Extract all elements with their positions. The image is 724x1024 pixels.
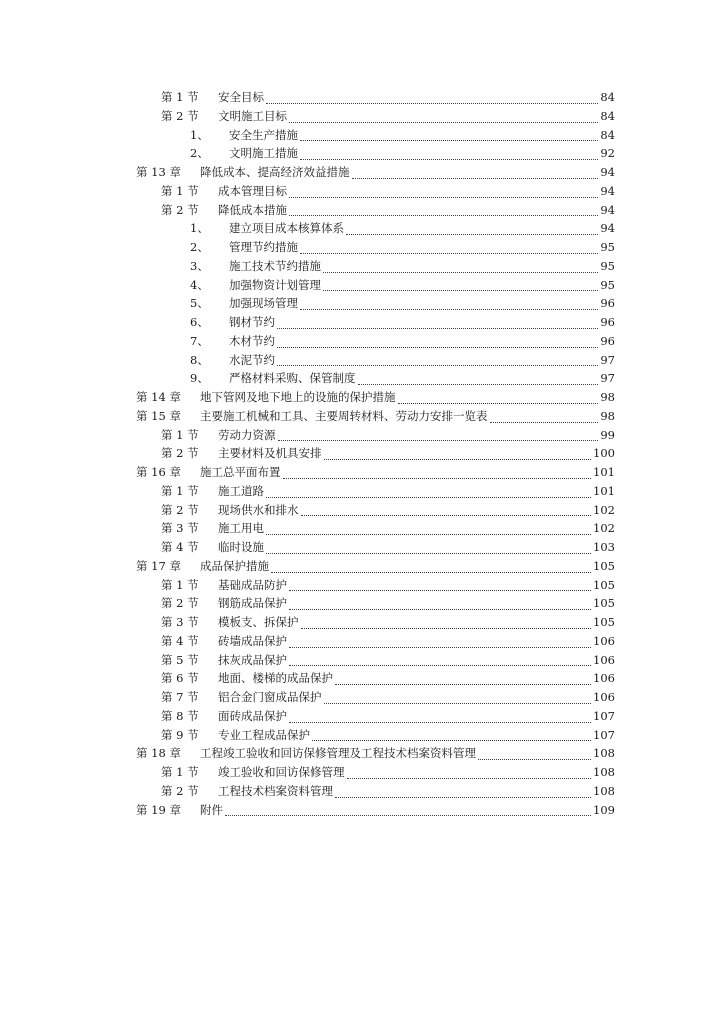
toc-page-number: 98 (599, 388, 615, 407)
toc-page-number: 102 (592, 519, 615, 538)
toc-entry-number: 第 6 节 (161, 671, 199, 686)
toc-page-number: 92 (599, 144, 615, 163)
toc-entry-number: 第 2 节 (161, 446, 199, 461)
toc-dot-leader (271, 553, 591, 573)
toc-entry-number: 第 17 章 (136, 558, 181, 573)
toc-page-number: 106 (592, 688, 615, 707)
toc-entry-title (218, 576, 288, 595)
toc-section-row[interactable] (0, 726, 724, 745)
toc-entry-title-text: 工程竣工验收和回访保修管理及工程技术档案资料管理 (200, 746, 476, 761)
toc-entry-title (229, 369, 357, 388)
toc-page-number: 84 (599, 107, 615, 126)
toc-dot-leader (300, 122, 598, 142)
toc-entry-title-text: 管理节约措施 (229, 240, 298, 254)
toc-dot-leader (324, 440, 592, 460)
toc-entry-title-text: 文明施工措施 (229, 146, 298, 161)
toc-entry-title (218, 482, 265, 501)
toc-entry-title (218, 613, 300, 632)
toc-dot-leader (277, 309, 598, 329)
toc-page-number: 95 (599, 257, 615, 276)
toc-entry-number: 第 1 节 (161, 577, 199, 592)
toc-dot-leader (266, 84, 598, 104)
toc-dot-leader (335, 778, 591, 798)
table-of-contents (0, 88, 724, 819)
toc-page-number: 94 (599, 219, 615, 238)
toc-dot-leader (289, 103, 598, 123)
toc-dot-leader (335, 665, 591, 685)
toc-page-number: 101 (592, 482, 615, 501)
toc-page-number: 97 (599, 351, 615, 370)
toc-entry-title-text: 劳动力资源 (218, 427, 276, 442)
toc-entry-title-text: 钢筋成品保护 (218, 596, 287, 611)
toc-dot-leader (289, 572, 591, 592)
toc-page-number: 105 (592, 594, 615, 613)
toc-dot-leader (289, 703, 591, 723)
toc-entry-title-text: 文明施工目标 (218, 108, 287, 123)
toc-entry-title-text: 钢材节约 (229, 315, 275, 329)
toc-entry-number: 第 3 节 (161, 521, 199, 536)
toc-dot-leader (323, 272, 598, 292)
toc-page-number: 101 (592, 463, 615, 482)
toc-entry-number: 5、 (190, 296, 209, 311)
toc-page-number: 97 (599, 369, 615, 388)
toc-page-number: 99 (599, 426, 615, 445)
toc-entry-title (218, 107, 288, 126)
toc-page-number: 94 (599, 201, 615, 220)
toc-entry-number: 第 2 节 (161, 596, 199, 611)
toc-entry-title-text: 严格材料采购、保管制度 (229, 371, 356, 386)
toc-entry-number: 第 1 节 (161, 483, 199, 498)
toc-entry-title-text: 水泥节约 (229, 352, 275, 367)
toc-dot-leader (490, 403, 599, 423)
toc-page-number: 106 (592, 669, 615, 688)
toc-dot-leader (478, 740, 591, 760)
toc-entry-title-text: 模板支、拆保护 (218, 615, 299, 629)
toc-dot-leader (277, 328, 598, 348)
toc-page-number: 94 (599, 182, 615, 201)
toc-dot-leader (266, 478, 591, 498)
toc-dot-leader (301, 609, 592, 629)
toc-page-number: 100 (592, 444, 615, 463)
toc-entry-number: 第 2 节 (161, 783, 199, 798)
toc-dot-leader (300, 234, 598, 254)
toc-page-number: 84 (599, 88, 615, 107)
toc-entry-title (218, 519, 265, 538)
toc-entry-title (229, 351, 276, 370)
toc-entry-title (200, 388, 397, 407)
toc-page-number: 96 (599, 294, 615, 313)
toc-entry-number: 第 2 节 (161, 108, 199, 123)
toc-dot-leader (324, 684, 592, 704)
toc-page-number: 108 (592, 763, 615, 782)
toc-page-number: 96 (599, 332, 615, 351)
toc-entry-number: 第 14 章 (136, 390, 181, 404)
toc-entry-number: 6、 (190, 315, 209, 329)
toc-dot-leader (323, 253, 598, 273)
toc-page-number: 109 (592, 801, 615, 820)
toc-entry-title (229, 257, 322, 276)
toc-entry-title (218, 538, 265, 557)
toc-dot-leader (352, 159, 599, 179)
toc-entry-title-text: 竣工验收和回访保修管理 (218, 765, 345, 779)
toc-entry-title-text: 施工道路 (218, 483, 264, 498)
toc-entry-title (218, 594, 288, 613)
toc-entry-number: 第 5 节 (161, 652, 199, 667)
toc-entry-title-text: 施工总平面布置 (200, 465, 281, 479)
toc-entry-title-text: 附件 (200, 802, 223, 817)
toc-entry-number: 第 1 节 (161, 183, 199, 198)
toc-entry-title-text: 主要施工机械和工具、主要周转材料、劳动力安排一览表 (200, 408, 488, 423)
toc-entry-number: 第 2 节 (161, 202, 199, 217)
toc-item-row[interactable] (0, 369, 724, 388)
toc-page-number: 102 (592, 501, 615, 520)
toc-entry-title-text: 建立项目成本核算体系 (229, 221, 344, 236)
toc-page-number: 108 (592, 782, 615, 801)
toc-page-number: 95 (599, 238, 615, 257)
toc-page-number: 95 (599, 276, 615, 295)
toc-dot-leader (300, 140, 598, 160)
toc-dot-leader (301, 497, 592, 517)
toc-entry-title-text: 安全生产措施 (229, 127, 298, 142)
toc-entry-title (218, 182, 288, 201)
toc-entry-title (218, 632, 288, 651)
toc-entry-title-text: 施工用电 (218, 521, 264, 536)
toc-entry-title (218, 669, 334, 688)
toc-page-number: 106 (592, 632, 615, 651)
toc-dot-leader (289, 197, 598, 217)
toc-entry-number: 第 13 章 (136, 165, 181, 179)
toc-entry-title-text: 加强现场管理 (229, 296, 298, 311)
toc-entry-title-text: 木材节约 (229, 333, 275, 348)
toc-page-number: 105 (592, 576, 615, 595)
toc-dot-leader (398, 384, 599, 404)
toc-entry-title-text: 临时设施 (218, 540, 264, 554)
toc-entry-number: 第 3 节 (161, 615, 199, 629)
toc-entry-title-text: 抹灰成品保护 (218, 652, 287, 667)
toc-entry-number: 第 15 章 (136, 408, 181, 423)
toc-entry-title-text: 成本管理目标 (218, 183, 287, 198)
toc-dot-leader (289, 628, 591, 648)
toc-dot-leader (289, 178, 598, 198)
toc-entry-title-text: 现场供水和排水 (218, 502, 299, 517)
toc-entry-number: 2、 (190, 240, 209, 254)
toc-entry-number: 3、 (190, 258, 209, 273)
toc-entry-title (218, 763, 346, 782)
toc-entry-title (218, 726, 311, 745)
toc-entry-title-text: 基础成品防护 (218, 577, 287, 592)
toc-entry-title (229, 144, 299, 163)
toc-page-number: 98 (599, 407, 615, 426)
toc-dot-leader (277, 347, 598, 367)
toc-entry-title (229, 332, 276, 351)
toc-page-number: 108 (592, 744, 615, 763)
toc-dot-leader (266, 515, 591, 535)
toc-entry-number: 第 19 章 (136, 802, 181, 817)
toc-entry-number: 第 4 节 (161, 540, 199, 554)
toc-entry-number: 第 1 节 (161, 765, 199, 779)
toc-entry-title (218, 201, 288, 220)
toc-page-number: 84 (599, 126, 615, 145)
toc-entry-number: 第 18 章 (136, 746, 181, 761)
toc-entry-title (229, 238, 299, 257)
toc-entry-number: 第 8 节 (161, 708, 199, 723)
toc-dot-leader (266, 534, 591, 554)
toc-entry-number: 第 9 节 (161, 727, 199, 742)
toc-entry-number: 第 4 节 (161, 633, 199, 648)
toc-entry-title-text: 安全目标 (218, 90, 264, 104)
toc-entry-title-text: 施工技术节约措施 (229, 258, 321, 273)
toc-entry-title (229, 126, 299, 145)
toc-entry-number: 1、 (190, 127, 209, 142)
toc-entry-title-text: 砖墙成品保护 (218, 633, 287, 648)
toc-page-number: 94 (599, 163, 615, 182)
toc-entry-number: 第 16 章 (136, 465, 181, 479)
toc-chapter-row[interactable] (0, 388, 724, 407)
toc-entry-title-text: 降低成本措施 (218, 202, 287, 217)
toc-entry-title-text: 面砖成品保护 (218, 708, 287, 723)
toc-entry-number: 7、 (190, 333, 209, 348)
toc-dot-leader (312, 722, 591, 742)
toc-page-number: 96 (599, 313, 615, 332)
toc-chapter-row[interactable] (0, 801, 724, 820)
toc-entry-number: 第 1 节 (161, 427, 199, 442)
toc-dot-leader (289, 647, 591, 667)
toc-dot-leader (283, 459, 592, 479)
toc-entry-title-text: 降低成本、提高经济效益措施 (200, 165, 350, 179)
toc-dot-leader (225, 797, 591, 817)
toc-dot-leader (346, 215, 598, 235)
toc-entry-number: 第 2 节 (161, 502, 199, 517)
toc-entry-number: 2、 (190, 146, 209, 161)
toc-entry-title (200, 557, 270, 576)
toc-entry-title-text: 成品保护措施 (200, 558, 269, 573)
toc-dot-leader (289, 590, 591, 610)
toc-entry-number: 8、 (190, 352, 209, 367)
toc-entry-number: 1、 (190, 221, 209, 236)
toc-entry-title (218, 651, 288, 670)
toc-dot-leader (347, 759, 592, 779)
toc-entry-title-text: 主要材料及机具安排 (218, 446, 322, 461)
toc-entry-title-text: 地下管网及地下地上的设施的保护措施 (200, 390, 396, 404)
toc-entry-title-text: 工程技术档案资料管理 (218, 783, 333, 798)
toc-dot-leader (358, 365, 599, 385)
toc-page-number: 107 (592, 707, 615, 726)
toc-entry-title (229, 313, 276, 332)
toc-entry-title-text: 铝合金门窗成品保护 (218, 690, 322, 704)
toc-entry-title-text: 专业工程成品保护 (218, 727, 310, 742)
toc-entry-number: 4、 (190, 277, 209, 292)
toc-entry-title-text: 地面、楼梯的成品保护 (218, 671, 333, 686)
toc-entry-number: 第 1 节 (161, 90, 199, 104)
toc-page-number: 105 (592, 613, 615, 632)
toc-entry-title (200, 801, 224, 820)
toc-entry-title (218, 426, 277, 445)
toc-dot-leader (278, 422, 599, 442)
toc-page-number: 105 (592, 557, 615, 576)
toc-page-number: 107 (592, 726, 615, 745)
toc-entry-number: 第 7 节 (161, 690, 199, 704)
toc-dot-leader (300, 290, 598, 310)
toc-entry-title (218, 707, 288, 726)
toc-entry-number: 9、 (190, 371, 209, 386)
toc-page-number: 106 (592, 651, 615, 670)
toc-entry-title (218, 88, 265, 107)
toc-page-number: 103 (592, 538, 615, 557)
toc-entry-title-text: 加强物资计划管理 (229, 277, 321, 292)
